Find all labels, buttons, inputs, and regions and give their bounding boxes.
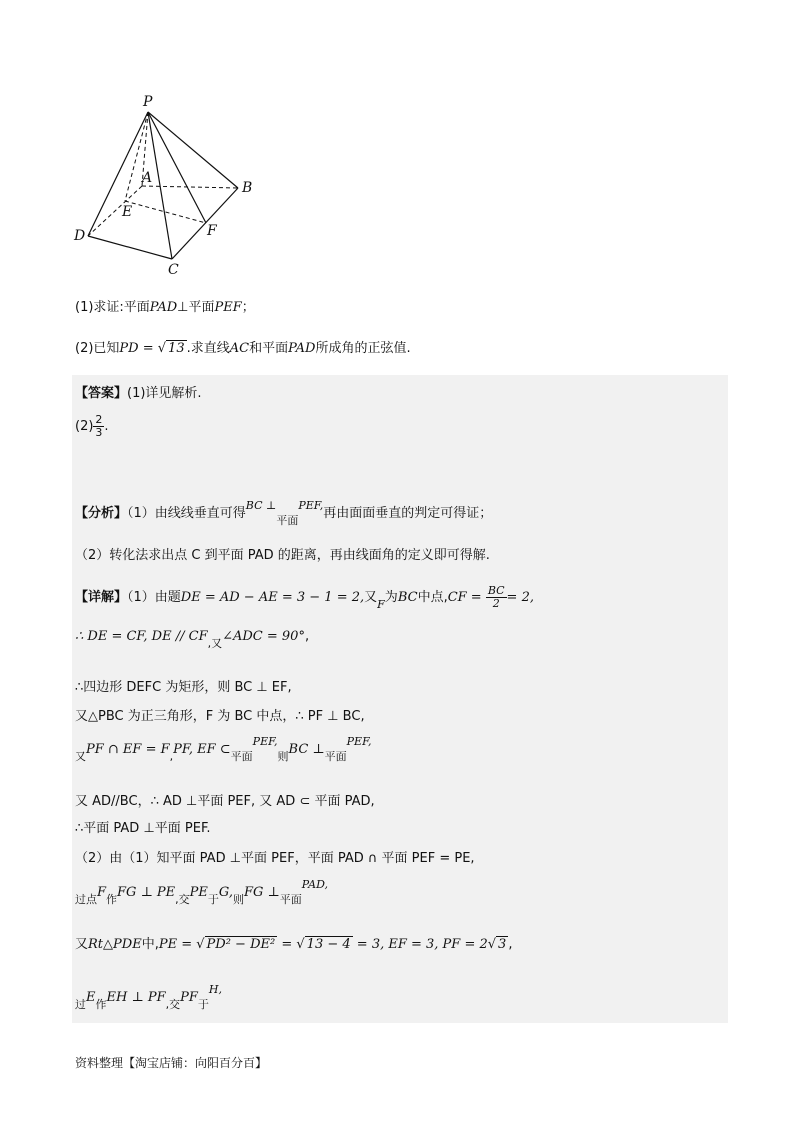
analysis-line-1: 【分析】（1）由线线垂直可得$^{BC \perp}_{平面}^{PEF,}$再由面面垂直的判定可得证； — [75, 499, 493, 527]
edge-PB — [148, 112, 238, 188]
label-F: F — [207, 223, 217, 239]
label-A: A — [142, 170, 153, 186]
detail-line-5: $_又$PF ∩ EF = $F_,PF$, EF $\subset_{平面}^{PEF,}_则BC$ $\perp_{平面}^{PEF,}$ — [75, 735, 372, 763]
detail-line-9: $_{过点}F_作FG$ ⊥ $PE_{,交}PE_于G,_则FG$ $\perp_{平面}^{PAD,}$ — [75, 878, 329, 906]
detail-line-4: 又△PBC 为正三角形，F 为 BC 中点，∴ PF ⊥ BC, — [75, 709, 365, 724]
footer-source: 资料整理【淘宝店铺：向阳百分百】 — [75, 1056, 268, 1070]
question-1: (1)求证:平面PAD⊥平面PEF； — [75, 300, 255, 315]
edge-AB — [142, 186, 238, 188]
label-E: E — [122, 204, 133, 220]
answer-block — [72, 375, 728, 1023]
detail-line-1: 【详解】（1）由题DE = AD − AE = 3 − 1 = 2,又$_F$为BC中点,CF = $\frac{BC}{2}$ = 2, — [75, 584, 534, 611]
detail-line-3: ∴四边形 DEFC 为矩形，则 BC ⊥ EF, — [75, 680, 292, 695]
fraction-bc-2: $\frac{BC}{2}$ — [487, 584, 505, 610]
pyramid-figure — [70, 90, 270, 280]
edge-PD — [88, 112, 148, 236]
label-B: B — [242, 180, 253, 196]
edge-AD — [88, 186, 142, 236]
question-2: (2)已知PD = √ 13 .求直线AC和平面PAD所成角的正弦值. — [75, 341, 411, 356]
label-D: D — [74, 228, 86, 244]
detail-line-10: 又Rt△PDE中,PE = √ PD² − DE² = √ 13 − 4 = 3, EF = 3, PF = 2√ 3 , — [75, 937, 513, 952]
answer-line-1: 【答案】(1)详见解析. — [75, 386, 202, 401]
detail-line-8: （2）由（1）知平面 PAD ⊥平面 PEF，平面 PAD ∩ 平面 PEF = PE, — [75, 851, 475, 866]
label-P: P — [143, 94, 153, 110]
detail-line-7: ∴平面 PAD ⊥平面 PEF. — [75, 821, 211, 836]
fraction-2-3: $\frac{2}{3}$ — [95, 413, 103, 439]
answer-line-2: (2) $\frac{2}{3}$ . — [75, 413, 109, 439]
label-C: C — [168, 262, 179, 278]
edge-CB — [172, 188, 238, 259]
analysis-line-2: （2）转化法求出点 C 到平面 PAD 的距离，再由线面角的定义即可得解. — [75, 548, 490, 563]
detail-line-6: 又 AD//BC，∴ AD ⊥平面 PEF, 又 AD ⊂ 平面 PAD, — [75, 794, 375, 809]
detail-line-2: ∴ DE = CF, DE // $CF_{,又}\angle ADC = 90^\circ$, — [75, 629, 310, 650]
edge-DC — [88, 236, 172, 259]
detail-line-11: $_过E_作EH$ ⊥ $PF_{,交}PF_于^{H,}$ — [75, 983, 222, 1011]
